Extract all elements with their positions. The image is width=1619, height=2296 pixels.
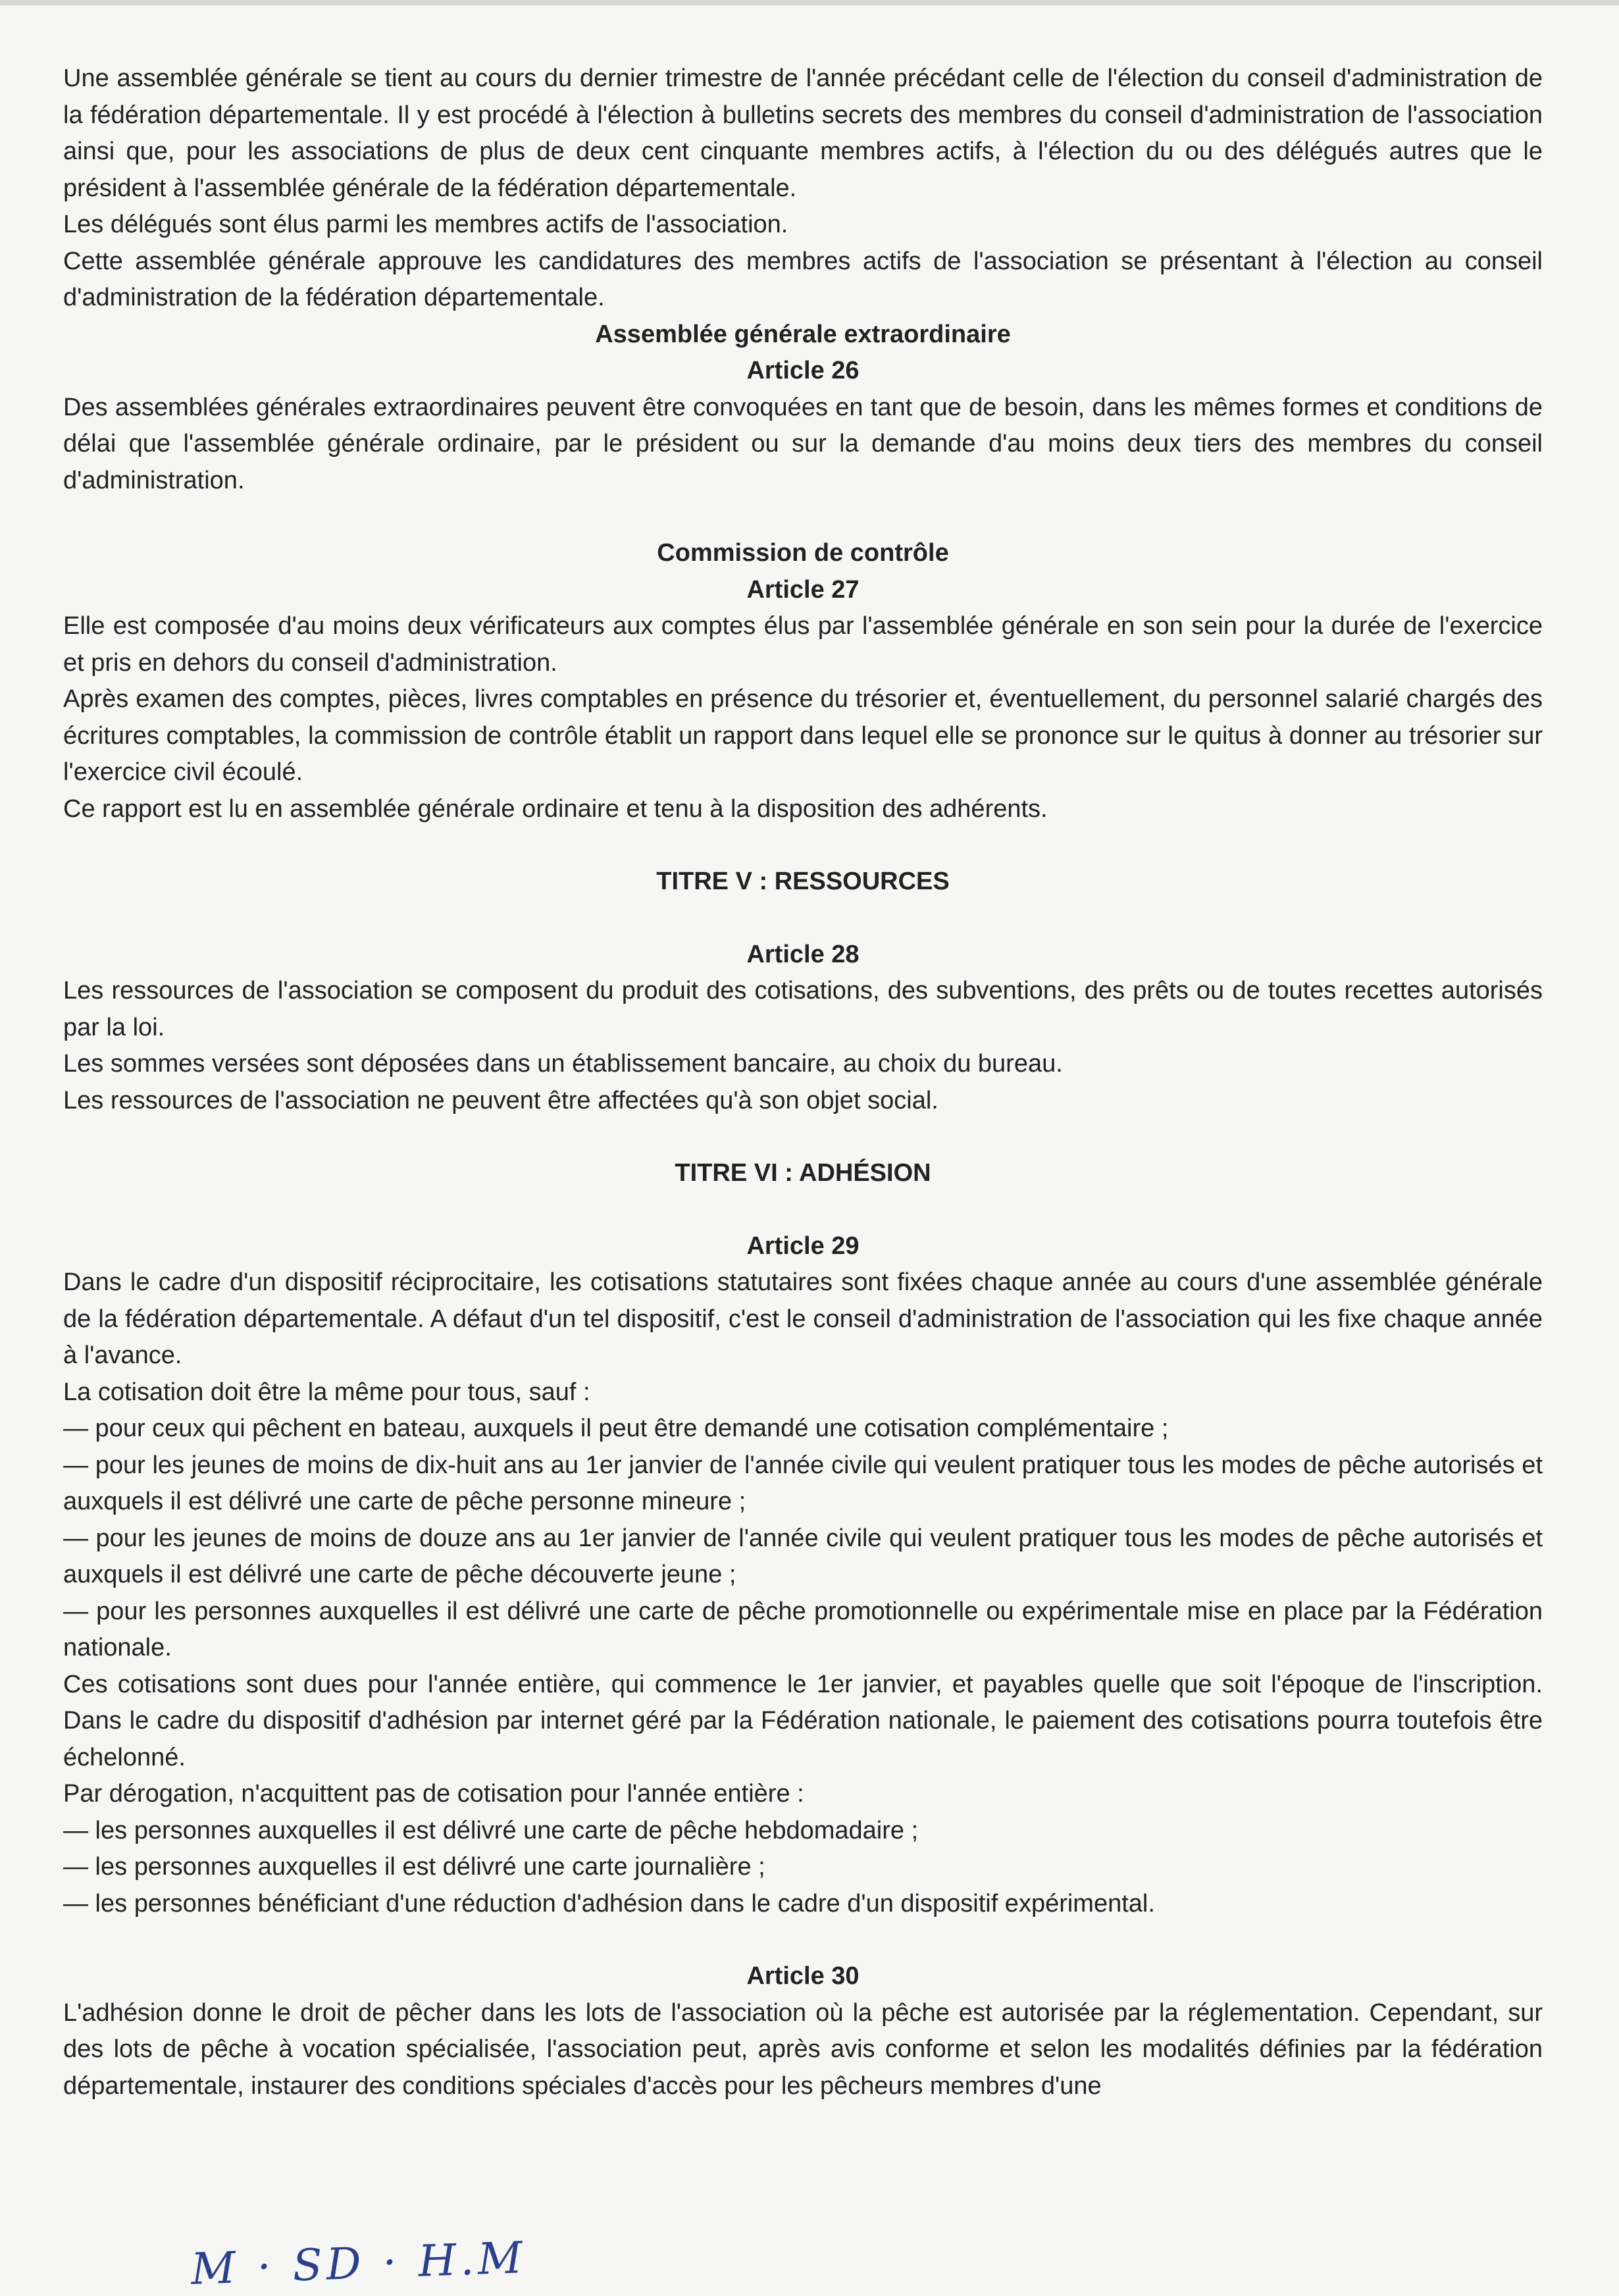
paragraph: — pour les jeunes de moins de dix-huit ans au 1er janvier de l'année civile qui veulent pratiquer tous les modes de pêche autorisés et auxquels il est délivré une carte de pêche personne mineure ;: [63, 1451, 1543, 1515]
handwritten-initials: M · SD · H.M: [190, 2232, 527, 2295]
paragraph: Les sommes versées sont déposées dans un établissement bancaire, au choix du bureau.: [63, 1050, 1063, 1078]
paragraph: Par dérogation, n'acquittent pas de cotisation pour l'année entière :: [63, 1780, 804, 1808]
paragraph: Dans le cadre d'un dispositif réciprocitaire, les cotisations statutaires sont fixées chaque année au cours d'une assemblée générale de la fédération départementale. A défaut d'un tel dispositif, c'est le conseil d'administration de l'association qui les fixe chaque année à l'avance.: [63, 1268, 1543, 1369]
paragraph: Elle est composée d'au moins deux vérificateurs aux comptes élus par l'assemblée générale en son sein pour la durée de l'exercice et pris en dehors du conseil d'administration.: [63, 612, 1543, 677]
spacer: [63, 1192, 1543, 1228]
spacer: [63, 499, 1543, 535]
paragraph: Ces cotisations sont dues pour l'année entière, qui commence le 1er janvier, et payables quelle que soit l'époque de l'inscription. Dans le cadre du dispositif d'adhésion par internet géré par la Fédération nationale, le paiement des cotisations pourra toutefois être échelonné.: [63, 1670, 1543, 1771]
section-heading: Article 27: [746, 575, 860, 604]
section-heading: Article 30: [746, 1962, 860, 1990]
paragraph: Les délégués sont élus parmi les membres actifs de l'association.: [63, 211, 788, 238]
paragraph: L'adhésion donne le droit de pêcher dans les lots de l'association où la pêche est autorisée par la réglementation. Cependant, sur des lots de pêche à vocation spécialisée, l'association peut, après avis conforme et selon les modalités définies par la fédération départementale, instaurer des conditions spéciales d'accès pour les pêcheurs membres d'une: [63, 1998, 1543, 2100]
paragraph: Des assemblées générales extraordinaires peuvent être convoquées en tant que de besoin, dans les mêmes formes et conditions de délai que l'assemblée générale ordinaire, par le président ou sur la demande d'au moins deux tiers des membres du conseil d'administration.: [63, 393, 1543, 494]
section-heading: Article 26: [746, 357, 860, 384]
paragraph: — pour ceux qui pêchent en bateau, auxquels il peut être demandé une cotisation complémentaire ;: [63, 1415, 1169, 1442]
paragraph: Les ressources de l'association se composent du produit des cotisations, des subventions, des prêts ou de toutes recettes autorisés par la loi.: [63, 977, 1543, 1041]
paragraph: — pour les personnes auxquelles il est délivré une carte de pêche promotionnelle ou expérimentale mise en place par la Fédération nationale.: [63, 1597, 1543, 1661]
spacer: [63, 1922, 1543, 1958]
spacer: [63, 900, 1543, 937]
section-heading: Commission de contrôle: [657, 539, 949, 567]
paragraph: Ce rapport est lu en assemblée générale ordinaire et tenu à la disposition des adhérents.: [63, 795, 1048, 823]
paragraph: Les ressources de l'association ne peuvent être affectées qu'à son objet social.: [63, 1086, 938, 1114]
spacer: [63, 1119, 1543, 1155]
section-heading: Article 29: [746, 1232, 860, 1260]
paragraph: Cette assemblée générale approuve les candidatures des membres actifs de l'association se présentant à l'élection au conseil d'administration de la fédération départementale.: [63, 247, 1543, 311]
section-heading: Article 28: [746, 940, 860, 968]
scan-edge: [0, 0, 1619, 5]
section-heading: TITRE V : RESSOURCES: [656, 868, 950, 895]
section-heading: TITRE VI : ADHÉSION: [675, 1159, 931, 1187]
paragraph: — pour les jeunes de moins de douze ans au 1er janvier de l'année civile qui veulent pratiquer tous les modes de pêche autorisés et auxquels il est délivré une carte de pêche découverte jeune ;: [63, 1524, 1543, 1588]
spacer: [63, 827, 1543, 864]
paragraph: — les personnes auxquelles il est délivré une carte de pêche hebdomadaire ;: [63, 1816, 919, 1844]
section-heading: Assemblée générale extraordinaire: [595, 320, 1011, 348]
paragraph: La cotisation doit être la même pour tous, sauf :: [63, 1378, 590, 1406]
document-body: [63, 61, 1543, 2104]
paragraph: Après examen des comptes, pièces, livres comptables en présence du trésorier et, éventuellement, du personnel salarié chargés des écritures comptables, la commission de contrôle établit un rapport dans lequel elle se prononce sur le quitus à donner au trésorier sur l'exercice civil écoulé.: [63, 685, 1543, 786]
paragraph: — les personnes auxquelles il est délivré une carte journalière ;: [63, 1853, 765, 1881]
paragraph: — les personnes bénéficiant d'une réduction d'adhésion dans le cadre d'un dispositif expérimental.: [63, 1889, 1155, 1918]
paragraph: Une assemblée générale se tient au cours du dernier trimestre de l'année précédant celle de l'élection du conseil d'administration de la fédération départementale. Il y est procédé à l'élection à bulletins secrets des membres du conseil d'administration de l'association ainsi que, pour les associations de plus de deux cent cinquante membres actifs, à l'élection du ou des délégués autres que le président à l'assemblée générale de la fédération départementale.: [63, 65, 1543, 202]
